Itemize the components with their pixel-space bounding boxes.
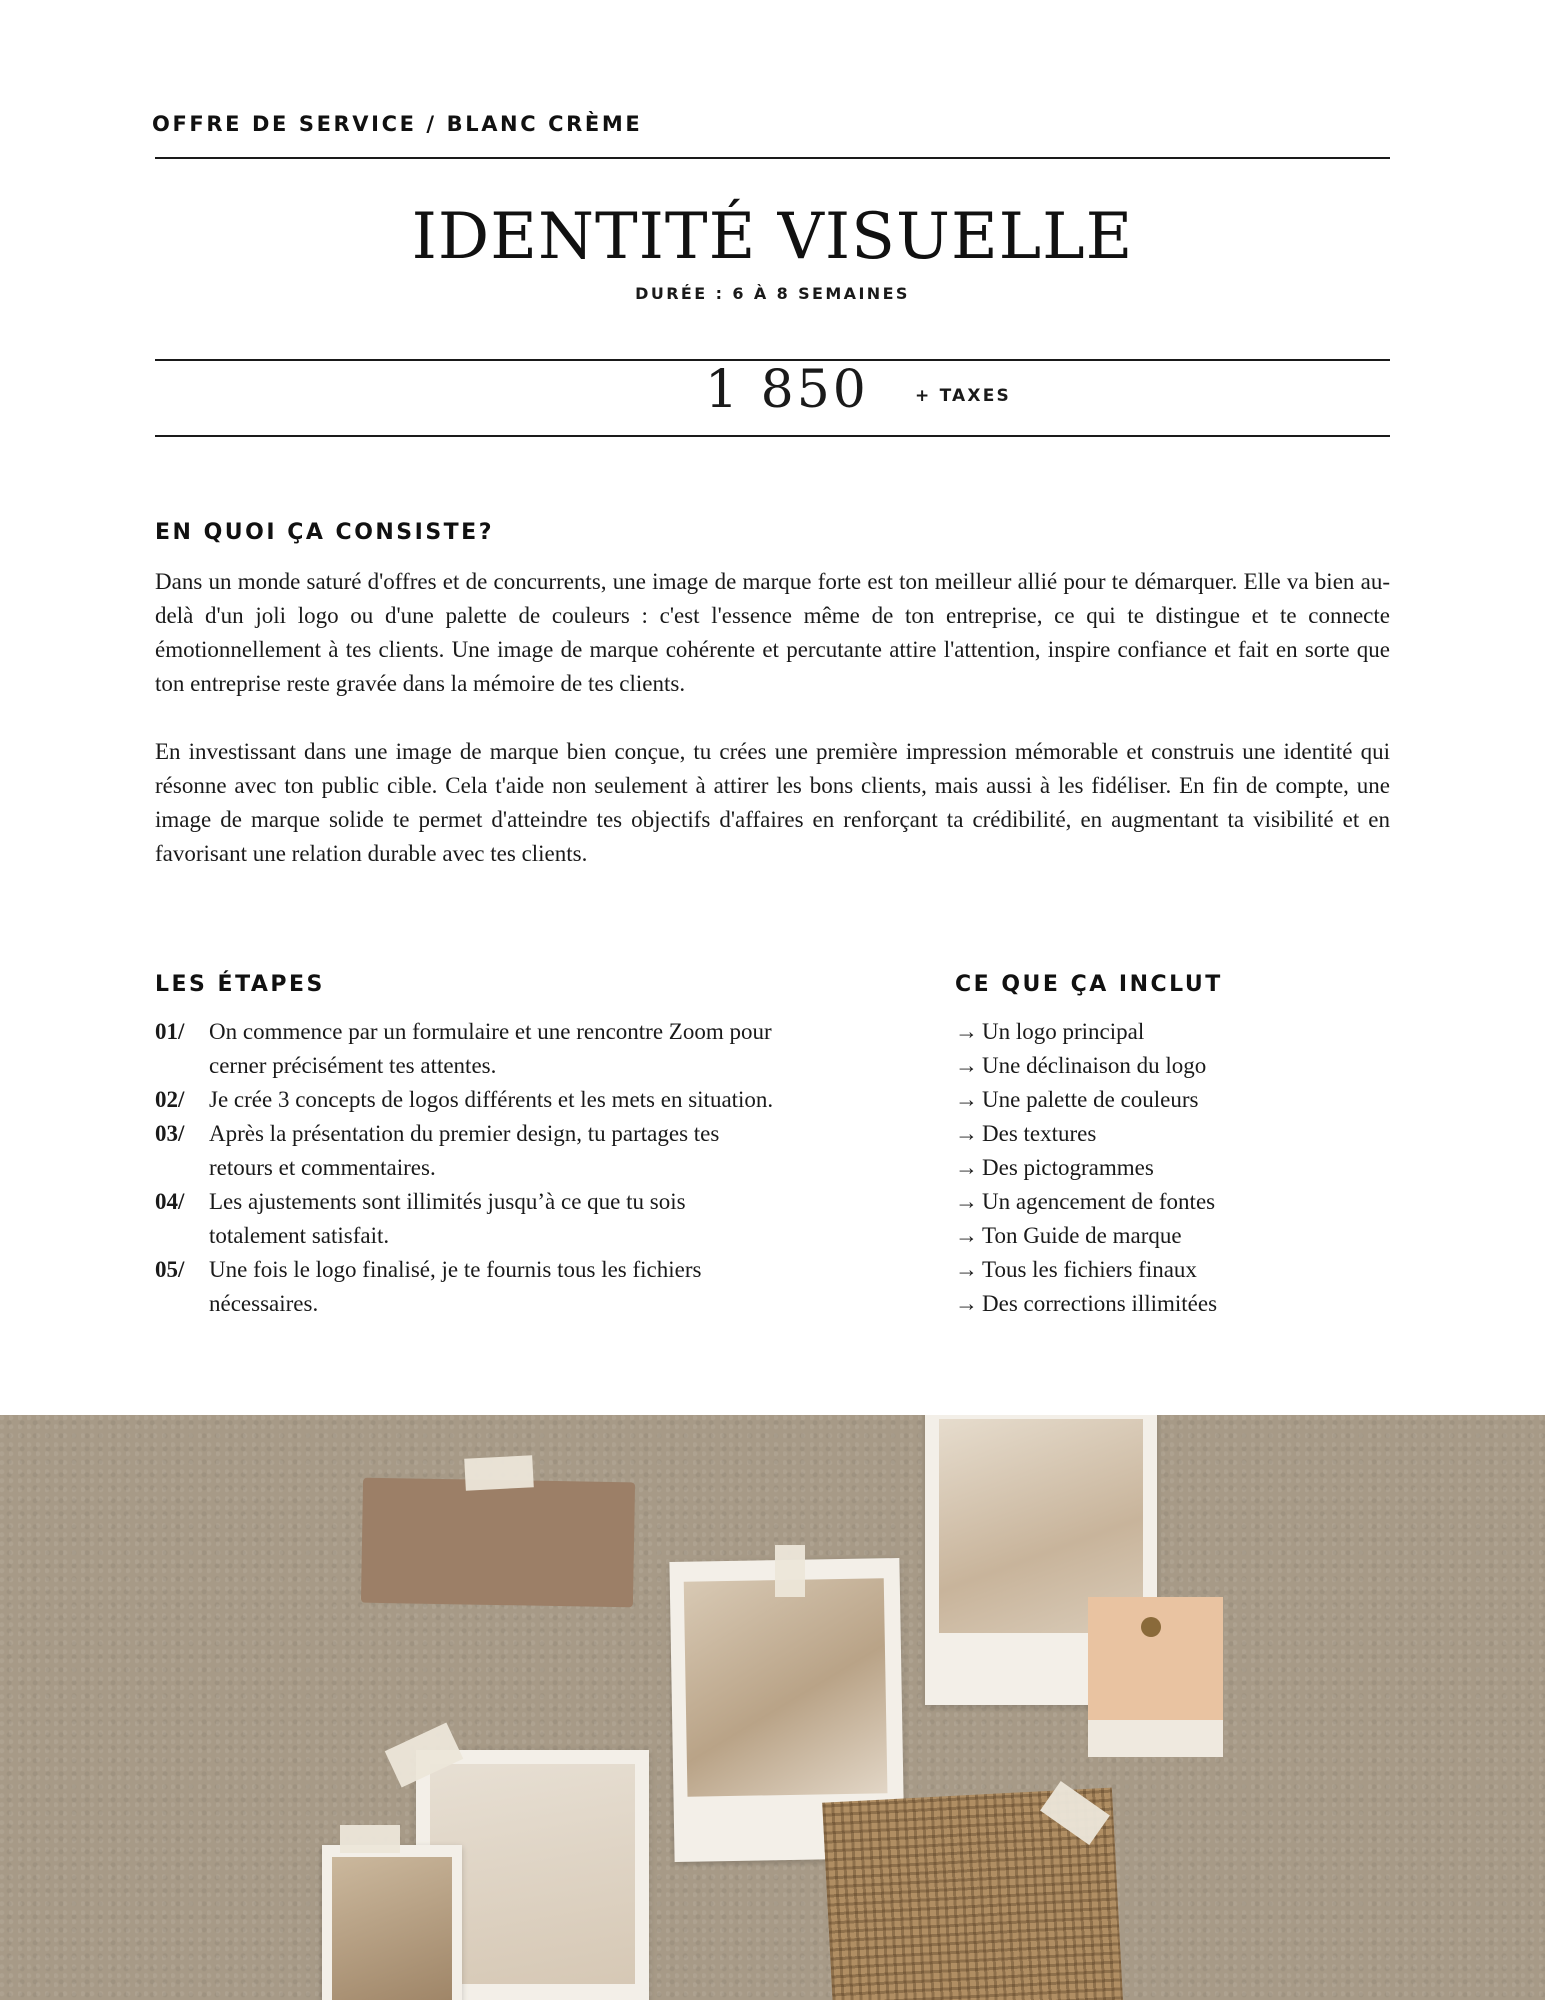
include-text: Une déclinaison du logo [982, 1053, 1207, 1078]
include-text: Une palette de couleurs [982, 1087, 1199, 1112]
tape-strip [775, 1545, 805, 1597]
step-text: On commence par un formulaire et une rencontre Zoom pour cerner précisément tes attentes. [209, 1019, 772, 1078]
about-paragraph-1: Dans un monde saturé d'offres et de concurrents, une image de marque forte est ton meilleur allié pour te démarquer. Elle va bien au-delà d'un joli logo ou d'une palette de couleurs : c'est l'essence même de ton entreprise, ce qui te distingue et te connecte émotionnellement à tes clients. Une image de marque cohérente et percutante attire l'attention, inspire confiance et fait en sorte que ton entreprise reste gravée dans la mémoire de tes clients. [155, 569, 1390, 696]
polaroid-chair [322, 1845, 462, 2000]
arrow-icon: → [955, 1053, 978, 1078]
include-text: Des pictogrammes [982, 1155, 1154, 1180]
include-item [955, 1049, 1217, 1083]
include-text: Tous les fichiers finaux [982, 1257, 1197, 1282]
include-item [955, 1185, 1217, 1219]
step-text: Je crée 3 concepts de logos différents et les mets en situation. [209, 1087, 774, 1112]
include-item [955, 1151, 1217, 1185]
arrow-icon: → [955, 1257, 978, 1282]
include-item [955, 1117, 1217, 1151]
step-text: Une fois le logo finalisé, je te fournis tous les fichiers nécessaires. [209, 1257, 702, 1316]
arrow-icon: → [955, 1019, 978, 1044]
include-text: Des textures [982, 1121, 1097, 1146]
step-text: Après la présentation du premier design, tu partages tes retours et commentaires. [209, 1121, 720, 1180]
about-heading: EN QUOI ÇA CONSISTE? [155, 520, 494, 545]
tape-strip [464, 1455, 534, 1491]
step-item [155, 1117, 775, 1185]
step-item [155, 1083, 775, 1117]
include-text: Un logo principal [982, 1019, 1145, 1044]
step-item [155, 1185, 775, 1253]
offer-duration: DURÉE : 6 À 8 SEMAINES [635, 284, 910, 303]
knit-photo [684, 1578, 888, 1796]
tape-strip [340, 1825, 400, 1853]
include-item [955, 1083, 1217, 1117]
include-text: Des corrections illimitées [982, 1291, 1218, 1316]
offer-price: 1 850 [705, 360, 869, 420]
arrow-icon: → [955, 1087, 978, 1112]
include-item [955, 1253, 1217, 1287]
about-paragraph-2: En investissant dans une image de marque bien conçue, tu crées une première impression mémorable et construis une identité qui résonne avec ton public cible. Cela t'aide non seulement à attirer les bons clients, mais aussi à les fidéliser. En fin de compte, une image de marque solide te permet d'atteindre tes objectifs d'affaires en renforçant ta crédibilité, en augmentant ta visibilité et en favorisant une relation durable avec tes clients. [155, 739, 1390, 866]
fabric-swatch [361, 1478, 635, 1608]
chair-photo [332, 1857, 452, 2000]
includes-heading: CE QUE ÇA INCLUT [955, 972, 1223, 997]
step-number: 05/ [155, 1257, 185, 1282]
document-label: OFFRE DE SERVICE / BLANC CRÈME [152, 112, 643, 136]
arrow-icon: → [955, 1121, 978, 1146]
paper-tag-strip [1088, 1720, 1223, 1757]
arrow-icon: → [955, 1189, 978, 1214]
step-number: 04/ [155, 1189, 185, 1214]
includes-list [955, 1015, 1217, 1321]
include-item [955, 1287, 1217, 1321]
include-text: Ton Guide de marque [982, 1223, 1182, 1248]
arrow-icon: → [955, 1291, 978, 1316]
include-text: Un agencement de fontes [982, 1189, 1216, 1214]
price-divider-bottom [155, 435, 1390, 437]
pin-icon [1141, 1617, 1161, 1637]
arrow-icon: → [955, 1223, 978, 1248]
step-item [155, 1253, 775, 1321]
header-divider [155, 157, 1390, 159]
offer-title: IDENTITÉ VISUELLE [411, 200, 1134, 274]
include-item [955, 1219, 1217, 1253]
offer-taxes: + TAXES [915, 386, 1011, 406]
step-number: 01/ [155, 1019, 185, 1044]
step-number: 03/ [155, 1121, 185, 1146]
step-text: Les ajustements sont illimités jusqu’à ce que tu sois totalement satisfait. [209, 1189, 686, 1248]
moodboard-photo [0, 1415, 1545, 2000]
include-item [955, 1015, 1217, 1049]
step-number: 02/ [155, 1087, 185, 1112]
step-item [155, 1015, 775, 1083]
arrow-icon: → [955, 1155, 978, 1180]
steps-list [155, 1015, 775, 1321]
steps-heading: LES ÉTAPES [155, 972, 325, 997]
